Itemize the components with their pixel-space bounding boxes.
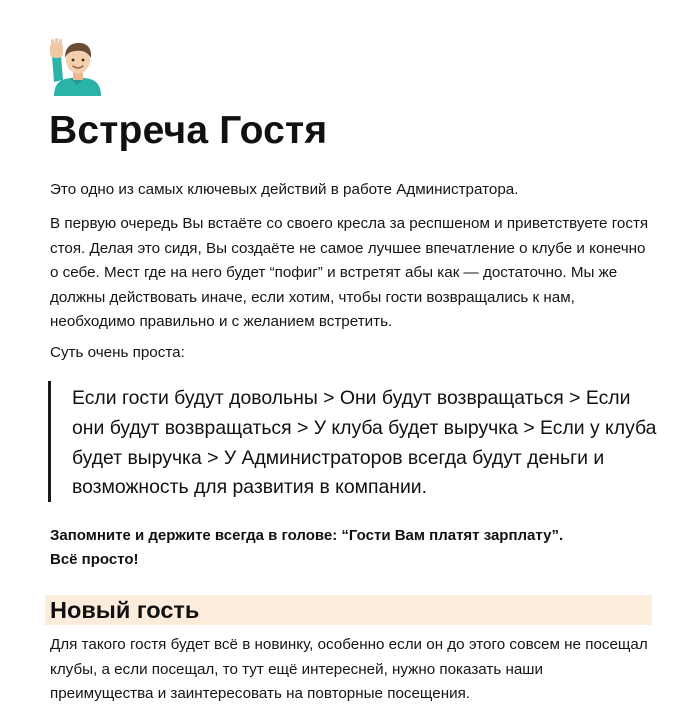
- quote-block: [48, 381, 657, 502]
- man-raising-hand-emoji-icon: [48, 38, 106, 96]
- page-title: Встреча Гостя: [49, 109, 328, 152]
- remember-note: [50, 524, 650, 572]
- remember-line-2: Всё просто!: [50, 551, 139, 568]
- new-guest-paragraph: Для такого гостя будет всё в новинку, особенно если он до этого совсем не посещал клубы, а если посещал, то тут ещё интересней, нужно показать наши преимущества и заинтересовать на повторные посещения.: [50, 636, 648, 702]
- essence-paragraph: Суть очень проста:: [50, 344, 185, 361]
- section-heading-text: Новый гость: [50, 597, 200, 623]
- quote-bar: [48, 381, 51, 502]
- intro-paragraph: Это одно из самых ключевых действий в работе Администратора.: [50, 181, 519, 198]
- remember-line-1: Запомните и держите всегда в голове: “Гости Вам платят зарплату”.: [50, 527, 564, 544]
- first-paragraph: В первую очередь Вы встаёте со своего кресла за респшеном и приветствуете гостя стоя. Делая это сидя, Вы создаёте не самое лучшее впечатление о клубе и конечно о себе. Мест где на него будет “пофиг” и встретят абы как — достаточно. Мы же должны действовать иначе, если хотим, чтобы гости возвращались к нам, необходимо правильно и с желанием встретить.: [50, 215, 649, 330]
- section-heading-new-guest: [45, 595, 652, 625]
- quote-text: Если гости будут довольны > Они будут возвращаться > Если они будут возвращаться > У клуба будет выручка > Если у клуба будет выручка > У Администраторов всегда будут деньги и возможность для развития в компании.: [72, 387, 657, 499]
